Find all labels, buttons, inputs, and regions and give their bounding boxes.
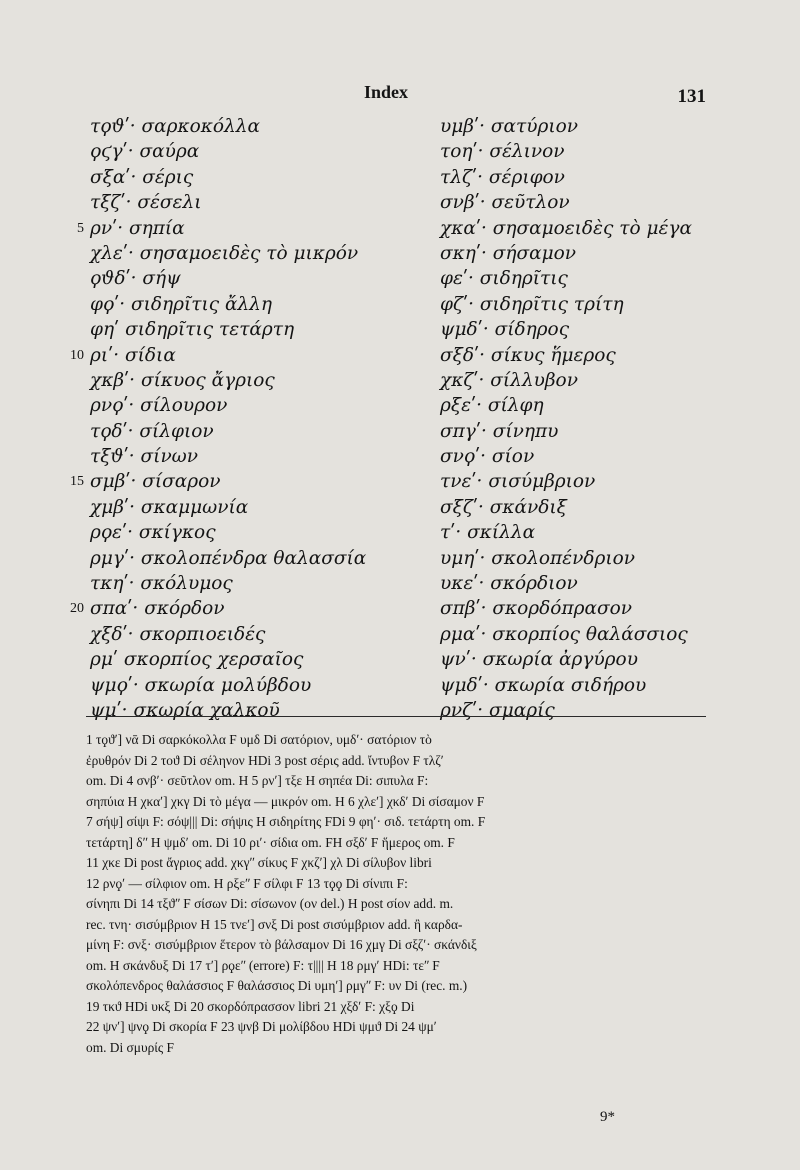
apparatus-line: σίνηπι Di 14 τξϑʺ F σίσων Di: σίσωνον (ον del.) H post σίον add. m. [86, 896, 454, 911]
index-entry [90, 495, 390, 520]
index-entry: υμβʹ· σατύριον [440, 116, 578, 137]
index-column-left [70, 114, 390, 723]
index-entry-text: ριʹ· σίδια [90, 344, 176, 366]
index-entry: τλζʹ· σέριφον [440, 166, 565, 188]
index-entry-text: χμβʹ· σκαμμωνία [90, 496, 249, 518]
index-entry-text: φηʹ σιδηρῖτις τετάρτη [90, 319, 295, 341]
index-entry: τοηʹ· σέλινον [440, 141, 565, 163]
index-entry: σπγʹ· σίνηπυ [440, 420, 559, 442]
index-entry [90, 292, 390, 317]
index-entry-text: τϙϑʹ· σαρκοκόλλα [90, 116, 260, 137]
page-number: 131 [677, 86, 706, 107]
index-entry: σξδʹ· σίκυς ἥμερος [440, 344, 616, 366]
index-entry-text: τξϑʹ· σίνων [90, 446, 199, 468]
index-entry: ψμδʹ· σκωρία σιδήρου [440, 674, 647, 696]
apparatus-divider [86, 716, 706, 717]
apparatus-line: om. Di 4 σνβʹ· σεῦτλον om. H 5 ρνʹ] τξε H σηπέα Di: σιπυλα F: [86, 773, 429, 788]
apparatus-line: τετάρτη] δʺ H ψμδʹ om. Di 10 ριʹ· σίδια om. FH σξδʹ F ἥμερος om. F [86, 834, 455, 850]
index-column-right [440, 114, 740, 723]
index-entry-text: φϙʹ· σιδηρῖτις ἄλλη [90, 293, 272, 315]
index-entry [90, 444, 390, 469]
line-number: 15 [70, 474, 84, 490]
index-entry-text: τξζʹ· σέσελι [90, 192, 202, 214]
index-entry [70, 343, 390, 368]
index-entry-text: ρϙεʹ· σκίγκος [90, 522, 216, 544]
apparatus-line: 7 σήψ] σίψι F: σόψ||| Di: σήψις H σιδηρίτης FDi 9 φηʹ· σιδ. τετάρτη om. F [86, 814, 486, 829]
index-entry [90, 571, 390, 596]
index-entry-text: σξαʹ· σέρις [90, 166, 194, 188]
apparatus-line: σκολόπενδρος θαλάσσιος F θαλάσσιος Di υμηʹ] ρμγʺ F: υν Di (rec. m.) [86, 978, 468, 993]
index-entry-text: τϙδʹ· σίλφιον [90, 420, 214, 442]
index-entry-text: ψμϙʹ· σκωρία μολύβδου [90, 674, 312, 696]
index-entry: ψμδʹ· σίδηρος [440, 319, 570, 341]
index-entry-text: ρμʹ σκορπίος χερσαῖος [90, 649, 304, 671]
index-entry [70, 596, 390, 621]
index-entry: ρμαʹ· σκορπίος θαλάσσιος [440, 623, 688, 645]
index-entry: χκαʹ· σησαμοειδὲς τὸ μέγα [440, 217, 692, 239]
apparatus-line: 1 τϙϑʹ] νᾱ Di σαρκόκολλα F υμδ Di σατόριον, υμδʹ· σατόριον τὸ [86, 732, 432, 747]
apparatus-line: μίνη F: σνξ· σισύμβριον ἕτερον τὸ βάλσαμον Di 16 χμγ Di σξζʹ· σκάνδιξ [86, 937, 477, 952]
index-entry: σνϙʹ· σίον [440, 446, 535, 468]
index-entry [90, 546, 390, 571]
index-entry [90, 419, 390, 444]
index-entry [90, 698, 390, 723]
index-entry-text: τκηʹ· σκόλυμος [90, 573, 233, 595]
index-entry-text: ϙϛγʹ· σαύρα [90, 141, 200, 163]
apparatus-line: om. Di σμυρίς F [86, 1039, 174, 1055]
index-entry: τʹ· σκίλλα [440, 522, 536, 544]
index-entry-text: χκβʹ· σίκυος ἄγριος [90, 369, 275, 391]
apparatus-line: 12 ρνϙʹ — σίλφιον om. H ρξεʺ F σίλφι F 13 τϙϙ Di σίνιπι F: [86, 875, 408, 891]
index-entry: σπβʹ· σκορδόπρασον [440, 598, 632, 620]
index-entry: σκηʹ· σήσαμον [440, 242, 576, 264]
index-entry [90, 393, 390, 418]
index-entry: ψνʹ· σκωρία ἀργύρου [440, 649, 638, 671]
index-entry-text: χλεʹ· σησαμοειδὲς τὸ μικρόν [90, 242, 359, 264]
signature-mark: 9* [600, 1109, 615, 1125]
apparatus-line: 11 χκε Di post ἄγριος add. χκγʺ σίκυς F χκζʹ] χλ Di σίλυβον libri [86, 855, 432, 870]
index-entry-text: ρμγʹ· σκολοπένδρα θαλασσία [90, 547, 367, 569]
index-entry: ρξεʹ· σίλφη [440, 395, 544, 417]
apparatus-line: rec. τνη· σισύμβριον H 15 τνεʹ] σνξ Di post σισύμβριον add. ἢ καρδα- [86, 916, 463, 932]
apparatus-line: om. H σκάνδυξ Di 17 τʹ] ρϙεʺ (errore) F: τ|||| H 18 ρμγʹ HDi: τεʺ F [86, 957, 440, 973]
index-entry: φεʹ· σιδηρῖτις [440, 268, 568, 290]
index-entry: τνεʹ· σισύμβριον [440, 471, 596, 493]
index-entry [90, 266, 390, 291]
running-title: Index [363, 82, 408, 102]
index-entry: φζʹ· σιδηρῖτις τρίτη [440, 293, 624, 315]
index-entry [90, 673, 390, 698]
line-number: 10 [70, 347, 84, 363]
index-entry: ρνζʹ· σμαρίς [440, 699, 555, 721]
index-entry [77, 216, 390, 241]
apparatus-line: ἐρυθρόν Di 2 τοϑ Di σέληνον HDi 3 post σέρις add. ἴντυβον F τλζʹ [86, 752, 444, 768]
index-entry: υμηʹ· σκολοπένδριον [440, 547, 636, 569]
index-entry [90, 368, 390, 393]
apparatus-line: 19 τκϑ HDi υκξ Di 20 σκορδόπρασσον libri 21 χξδʹ F: χξϙ Di [86, 998, 415, 1014]
index-entry: σξζʹ· σκάνδιξ [440, 496, 567, 518]
index-entry-text: σπαʹ· σκόρδον [90, 598, 225, 620]
index-entry: σνβʹ· σεῦτλον [440, 192, 570, 214]
index-entry [90, 139, 390, 164]
index-entry [90, 190, 390, 215]
line-number: 20 [70, 601, 84, 617]
index-entry [90, 622, 390, 647]
line-number: 5 [77, 220, 84, 236]
index-entry [90, 520, 390, 545]
index-entry: υκεʹ· σκόρδιον [440, 573, 578, 595]
apparatus-line: σηπύια H χκαʹ] χκγ Di τὸ μέγα — μικρόν om. H 6 χλεʹ] χκδʹ Di σίσαμον F [86, 793, 485, 809]
index-entry: χκζʹ· σίλλυβον [440, 369, 578, 391]
index-entry [90, 241, 390, 266]
index-entry-text: ϙϑδʹ· σήψ [90, 268, 181, 290]
index-entry [90, 114, 390, 139]
index-entry-text: χξδʹ· σκορπιοειδές [90, 623, 266, 645]
index-entry [90, 317, 390, 342]
index-entry-text: ρνϙʹ· σίλουρον [90, 395, 228, 417]
critical-apparatus [86, 730, 708, 1058]
index-entry-text: ρνʹ· σηπία [90, 217, 185, 239]
index-entry-text: σμβʹ· σίσαρον [90, 471, 221, 493]
index-entry [90, 647, 390, 672]
index-entry-text: ψμʹ· σκωρία χαλκοῦ [90, 699, 280, 721]
index-entry [70, 469, 390, 494]
apparatus-line: 22 ψνʹ] ψνϙ Di σκορία F 23 ψνβ Di μολίβδου HDi ψμϑ Di 24 ψμʹ [86, 1019, 437, 1034]
index-entry [90, 165, 390, 190]
